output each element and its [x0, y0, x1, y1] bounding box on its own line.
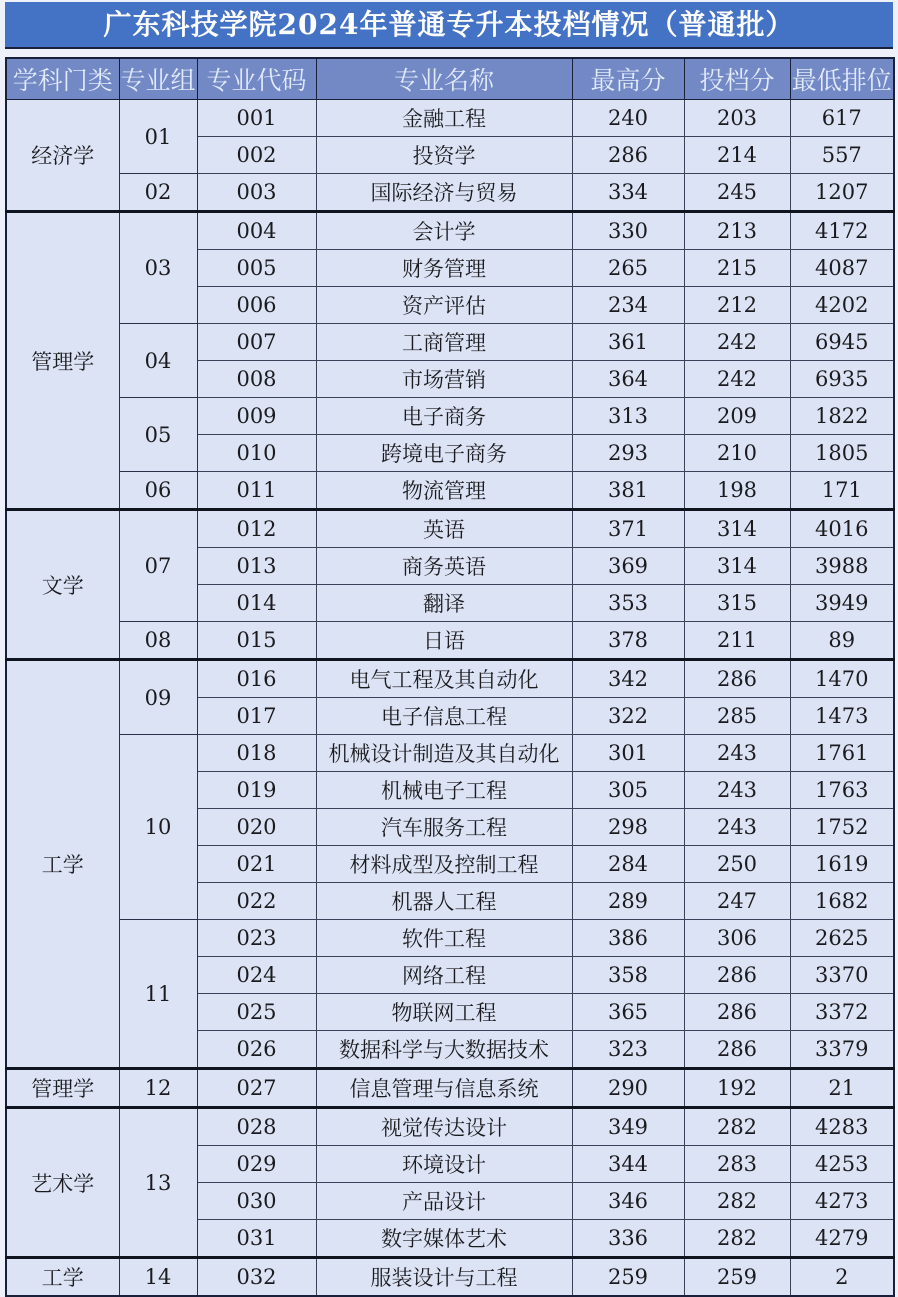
min_rank-cell: 1682 — [790, 883, 894, 920]
table-row — [6, 1108, 894, 1146]
min_rank-cell: 1619 — [790, 846, 894, 883]
max_score-cell: 386 — [572, 920, 684, 957]
cast_score-cell: 242 — [684, 324, 790, 361]
code-cell: 013 — [197, 548, 316, 585]
max_score-cell: 290 — [572, 1069, 684, 1108]
group-cell: 13 — [119, 1108, 197, 1258]
min_rank-cell: 1761 — [790, 735, 894, 772]
table-row — [6, 212, 894, 250]
min_rank-cell: 2625 — [790, 920, 894, 957]
table-row — [6, 472, 894, 510]
name-cell: 电子商务 — [316, 398, 572, 435]
code-cell: 008 — [197, 361, 316, 398]
name-cell: 英语 — [316, 510, 572, 548]
min_rank-cell: 1805 — [790, 435, 894, 472]
name-cell: 会计学 — [316, 212, 572, 250]
max_score-cell: 240 — [572, 100, 684, 137]
min_rank-cell: 1207 — [790, 174, 894, 212]
max_score-cell: 342 — [572, 660, 684, 698]
table-row — [6, 100, 894, 137]
category-cell: 工学 — [6, 1258, 119, 1297]
table-row — [6, 660, 894, 698]
group-cell: 08 — [119, 622, 197, 660]
name-cell: 财务管理 — [316, 250, 572, 287]
min_rank-cell: 3379 — [790, 1031, 894, 1069]
code-cell: 012 — [197, 510, 316, 548]
code-cell: 019 — [197, 772, 316, 809]
table-row — [6, 174, 894, 212]
min_rank-cell: 4283 — [790, 1108, 894, 1146]
group-cell: 05 — [119, 398, 197, 472]
max_score-cell: 323 — [572, 1031, 684, 1069]
cast_score-cell: 286 — [684, 660, 790, 698]
table-row — [6, 1258, 894, 1297]
name-cell: 日语 — [316, 622, 572, 660]
code-cell: 006 — [197, 287, 316, 324]
table-row — [6, 324, 894, 361]
table-row — [6, 1069, 894, 1108]
max_score-cell: 313 — [572, 398, 684, 435]
category-cell: 经济学 — [6, 100, 119, 212]
group-cell: 02 — [119, 174, 197, 212]
code-cell: 031 — [197, 1220, 316, 1258]
code-cell: 032 — [197, 1258, 316, 1297]
column-header: 学科门类 — [6, 58, 119, 100]
name-cell: 机械设计制造及其自动化 — [316, 735, 572, 772]
cast_score-cell: 245 — [684, 174, 790, 212]
group-cell: 14 — [119, 1258, 197, 1297]
table-row — [6, 622, 894, 660]
column-header: 专业代码 — [197, 58, 316, 100]
min_rank-cell: 4016 — [790, 510, 894, 548]
name-cell: 市场营销 — [316, 361, 572, 398]
max_score-cell: 330 — [572, 212, 684, 250]
table-row — [6, 735, 894, 772]
min_rank-cell: 89 — [790, 622, 894, 660]
min_rank-cell: 2 — [790, 1258, 894, 1297]
group-cell: 09 — [119, 660, 197, 735]
column-header: 最低排位 — [790, 58, 894, 100]
category-cell: 管理学 — [6, 212, 119, 510]
group-cell: 03 — [119, 212, 197, 324]
column-header: 最高分 — [572, 58, 684, 100]
code-cell: 011 — [197, 472, 316, 510]
name-cell: 材料成型及控制工程 — [316, 846, 572, 883]
cast_score-cell: 209 — [684, 398, 790, 435]
min_rank-cell: 1822 — [790, 398, 894, 435]
name-cell: 物流管理 — [316, 472, 572, 510]
cast_score-cell: 283 — [684, 1146, 790, 1183]
table-row — [6, 510, 894, 548]
max_score-cell: 265 — [572, 250, 684, 287]
code-cell: 004 — [197, 212, 316, 250]
min_rank-cell: 6945 — [790, 324, 894, 361]
cast_score-cell: 243 — [684, 735, 790, 772]
code-cell: 015 — [197, 622, 316, 660]
max_score-cell: 284 — [572, 846, 684, 883]
cast_score-cell: 250 — [684, 846, 790, 883]
code-cell: 010 — [197, 435, 316, 472]
max_score-cell: 346 — [572, 1183, 684, 1220]
name-cell: 数字媒体艺术 — [316, 1220, 572, 1258]
min_rank-cell: 21 — [790, 1069, 894, 1108]
group-cell: 06 — [119, 472, 197, 510]
group-cell: 01 — [119, 100, 197, 174]
group-cell: 04 — [119, 324, 197, 398]
table-row — [6, 398, 894, 435]
max_score-cell: 289 — [572, 883, 684, 920]
min_rank-cell: 3372 — [790, 994, 894, 1031]
cast_score-cell: 192 — [684, 1069, 790, 1108]
name-cell: 电子信息工程 — [316, 698, 572, 735]
cast_score-cell: 285 — [684, 698, 790, 735]
category-cell: 工学 — [6, 660, 119, 1069]
name-cell: 金融工程 — [316, 100, 572, 137]
code-cell: 020 — [197, 809, 316, 846]
name-cell: 产品设计 — [316, 1183, 572, 1220]
name-cell: 商务英语 — [316, 548, 572, 585]
code-cell: 026 — [197, 1031, 316, 1069]
name-cell: 视觉传达设计 — [316, 1108, 572, 1146]
name-cell: 物联网工程 — [316, 994, 572, 1031]
name-cell: 数据科学与大数据技术 — [316, 1031, 572, 1069]
column-header: 专业组 — [119, 58, 197, 100]
cast_score-cell: 212 — [684, 287, 790, 324]
min_rank-cell: 4087 — [790, 250, 894, 287]
column-header: 专业名称 — [316, 58, 572, 100]
cast_score-cell: 203 — [684, 100, 790, 137]
max_score-cell: 364 — [572, 361, 684, 398]
group-cell: 07 — [119, 510, 197, 622]
max_score-cell: 301 — [572, 735, 684, 772]
max_score-cell: 358 — [572, 957, 684, 994]
table-row — [6, 920, 894, 957]
name-cell: 工商管理 — [316, 324, 572, 361]
cast_score-cell: 242 — [684, 361, 790, 398]
cast_score-cell: 286 — [684, 1031, 790, 1069]
cast_score-cell: 213 — [684, 212, 790, 250]
group-cell: 10 — [119, 735, 197, 920]
code-cell: 030 — [197, 1183, 316, 1220]
code-cell: 024 — [197, 957, 316, 994]
name-cell: 机械电子工程 — [316, 772, 572, 809]
max_score-cell: 298 — [572, 809, 684, 846]
code-cell: 023 — [197, 920, 316, 957]
max_score-cell: 322 — [572, 698, 684, 735]
min_rank-cell: 4253 — [790, 1146, 894, 1183]
code-cell: 022 — [197, 883, 316, 920]
header-row — [6, 58, 894, 100]
max_score-cell: 305 — [572, 772, 684, 809]
cast_score-cell: 282 — [684, 1108, 790, 1146]
name-cell: 机器人工程 — [316, 883, 572, 920]
code-cell: 017 — [197, 698, 316, 735]
code-cell: 029 — [197, 1146, 316, 1183]
cast_score-cell: 286 — [684, 957, 790, 994]
column-header: 投档分 — [684, 58, 790, 100]
cast_score-cell: 198 — [684, 472, 790, 510]
cast_score-cell: 243 — [684, 809, 790, 846]
min_rank-cell: 4202 — [790, 287, 894, 324]
cast_score-cell: 210 — [684, 435, 790, 472]
max_score-cell: 336 — [572, 1220, 684, 1258]
max_score-cell: 293 — [572, 435, 684, 472]
min_rank-cell: 171 — [790, 472, 894, 510]
cast_score-cell: 315 — [684, 585, 790, 622]
max_score-cell: 365 — [572, 994, 684, 1031]
code-cell: 003 — [197, 174, 316, 212]
max_score-cell: 259 — [572, 1258, 684, 1297]
min_rank-cell: 617 — [790, 100, 894, 137]
cast_score-cell: 247 — [684, 883, 790, 920]
min_rank-cell: 4279 — [790, 1220, 894, 1258]
name-cell: 电气工程及其自动化 — [316, 660, 572, 698]
code-cell: 027 — [197, 1069, 316, 1108]
name-cell: 环境设计 — [316, 1146, 572, 1183]
code-cell: 018 — [197, 735, 316, 772]
max_score-cell: 344 — [572, 1146, 684, 1183]
cast_score-cell: 306 — [684, 920, 790, 957]
cast_score-cell: 282 — [684, 1220, 790, 1258]
name-cell: 国际经济与贸易 — [316, 174, 572, 212]
min_rank-cell: 3949 — [790, 585, 894, 622]
table-header — [6, 58, 894, 100]
cast_score-cell: 243 — [684, 772, 790, 809]
min_rank-cell: 3988 — [790, 548, 894, 585]
min_rank-cell: 1763 — [790, 772, 894, 809]
min_rank-cell: 1752 — [790, 809, 894, 846]
cast_score-cell: 282 — [684, 1183, 790, 1220]
name-cell: 软件工程 — [316, 920, 572, 957]
min_rank-cell: 4273 — [790, 1183, 894, 1220]
code-cell: 016 — [197, 660, 316, 698]
min_rank-cell: 1470 — [790, 660, 894, 698]
name-cell: 汽车服务工程 — [316, 809, 572, 846]
code-cell: 025 — [197, 994, 316, 1031]
max_score-cell: 234 — [572, 287, 684, 324]
max_score-cell: 361 — [572, 324, 684, 361]
max_score-cell: 378 — [572, 622, 684, 660]
group-cell: 12 — [119, 1069, 197, 1108]
table-body — [6, 100, 894, 1297]
code-cell: 001 — [197, 100, 316, 137]
name-cell: 信息管理与信息系统 — [316, 1069, 572, 1108]
max_score-cell: 369 — [572, 548, 684, 585]
name-cell: 投资学 — [316, 137, 572, 174]
name-cell: 翻译 — [316, 585, 572, 622]
min_rank-cell: 3370 — [790, 957, 894, 994]
min_rank-cell: 557 — [790, 137, 894, 174]
max_score-cell: 371 — [572, 510, 684, 548]
min_rank-cell: 6935 — [790, 361, 894, 398]
category-cell: 艺术学 — [6, 1108, 119, 1258]
min_rank-cell: 1473 — [790, 698, 894, 735]
max_score-cell: 334 — [572, 174, 684, 212]
name-cell: 跨境电子商务 — [316, 435, 572, 472]
category-cell: 文学 — [6, 510, 119, 660]
code-cell: 009 — [197, 398, 316, 435]
group-cell: 11 — [119, 920, 197, 1069]
name-cell: 资产评估 — [316, 287, 572, 324]
max_score-cell: 286 — [572, 137, 684, 174]
cast_score-cell: 286 — [684, 994, 790, 1031]
max_score-cell: 349 — [572, 1108, 684, 1146]
name-cell: 网络工程 — [316, 957, 572, 994]
code-cell: 007 — [197, 324, 316, 361]
max_score-cell: 353 — [572, 585, 684, 622]
cast_score-cell: 314 — [684, 510, 790, 548]
name-cell: 服装设计与工程 — [316, 1258, 572, 1297]
cast_score-cell: 314 — [684, 548, 790, 585]
cast_score-cell: 211 — [684, 622, 790, 660]
code-cell: 021 — [197, 846, 316, 883]
code-cell: 028 — [197, 1108, 316, 1146]
code-cell: 014 — [197, 585, 316, 622]
category-cell: 管理学 — [6, 1069, 119, 1108]
cast_score-cell: 259 — [684, 1258, 790, 1297]
cast_score-cell: 214 — [684, 137, 790, 174]
page-title: 广东科技学院2024年普通专升本投档情况（普通批） — [5, 2, 893, 49]
admissions-table — [5, 57, 895, 1297]
code-cell: 002 — [197, 137, 316, 174]
code-cell: 005 — [197, 250, 316, 287]
cast_score-cell: 215 — [684, 250, 790, 287]
min_rank-cell: 4172 — [790, 212, 894, 250]
max_score-cell: 381 — [572, 472, 684, 510]
